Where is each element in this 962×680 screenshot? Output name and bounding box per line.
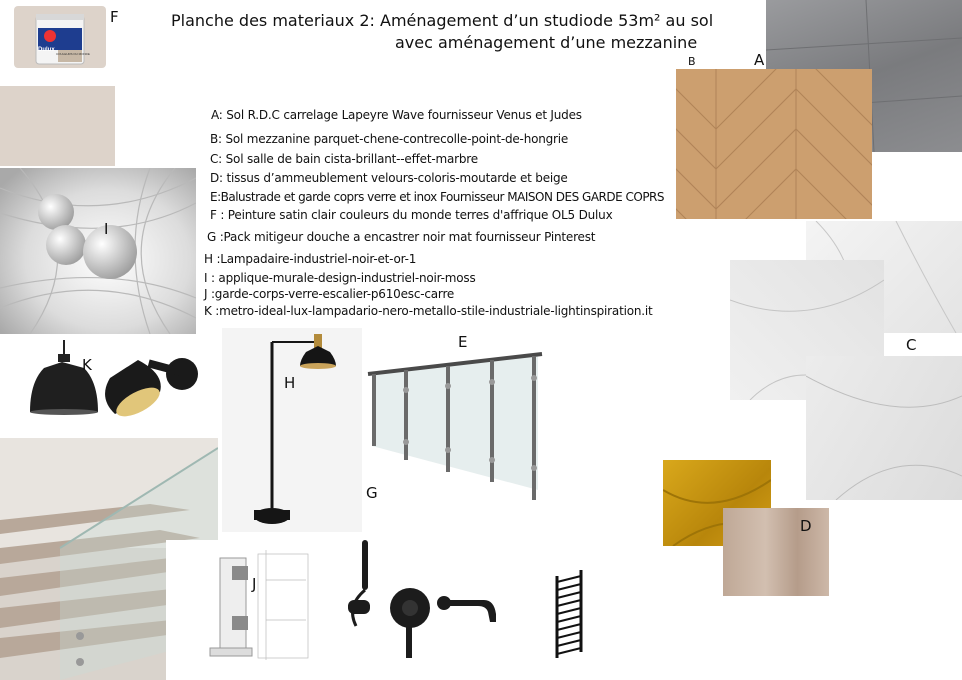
glass-balustrade-image [360, 350, 550, 510]
herringbone-parquet-sample [676, 69, 872, 219]
label-j: J [252, 575, 257, 593]
wall-3d-spheres-image [0, 168, 196, 334]
label-e: E [458, 333, 468, 351]
label-h: H [284, 374, 296, 392]
legend-item-i: I : applique-murale-design-industriel-noir-moss [204, 271, 476, 285]
label-c: C [906, 336, 917, 354]
paint-can-line: COULEURS DU MONDE [56, 52, 90, 56]
legend-item-a: A: Sol R.D.C carrelage Lapeyre Wave fournisseur Venus et Judes [211, 108, 582, 122]
page-title-line-1: Planche des materiaux 2: Aménagement d’un studiode 53m² au sol [171, 11, 714, 30]
legend-item-j: J :garde-corps-verre-escalier-p610esc-carre [204, 287, 455, 301]
beige-velvet-fabric [723, 508, 829, 596]
legend-item-c: C: Sol salle de bain cista-brillant--effet-marbre [210, 152, 478, 166]
legend-item-b: B: Sol mezzanine parquet-chene-contrecolle-point-de-hongrie [210, 132, 569, 146]
label-b: B [688, 55, 696, 68]
legend-item-d: D: tissus d’ammeublement velours-coloris-moutarde et beige [210, 171, 568, 185]
legend-item-f: F : Peinture satin clair couleurs du monde terres d'affrique OL5 Dulux [210, 208, 613, 222]
legend-item-g: G :Pack mitigeur douche a encastrer noir mat fournisseur Pinterest [207, 230, 596, 244]
paint-can-image [14, 6, 106, 68]
legend-item-k: K :metro-ideal-lux-lampadario-nero-metallo-stile-industriale-lightinspiration.it [204, 304, 653, 318]
label-d: D [800, 517, 812, 535]
legend-item-h: H :Lampadaire-industriel-noir-et-or-1 [204, 252, 417, 266]
label-a: A [754, 51, 765, 69]
label-g: G [366, 484, 378, 502]
industrial-lamps-image [20, 340, 210, 420]
marble-tile-3 [806, 356, 962, 500]
legend-item-e: E:Balustrade et garde coprs verre et inox Fournisseur MAISON DES GARDE COPRS [210, 190, 665, 204]
glass-railing-bracket-image [166, 540, 342, 680]
label-i: I [104, 220, 109, 238]
label-k: K [82, 356, 92, 374]
paint-color-swatch [0, 86, 115, 166]
towel-radiator-image [525, 546, 625, 680]
label-f: F [110, 8, 119, 26]
page-title-line-2: avec aménagement d’une mezzanine [395, 33, 698, 52]
paint-can-brand: Dulux [38, 47, 55, 53]
floor-lamp-image [222, 328, 362, 532]
shower-mixer-set-image [336, 536, 506, 680]
